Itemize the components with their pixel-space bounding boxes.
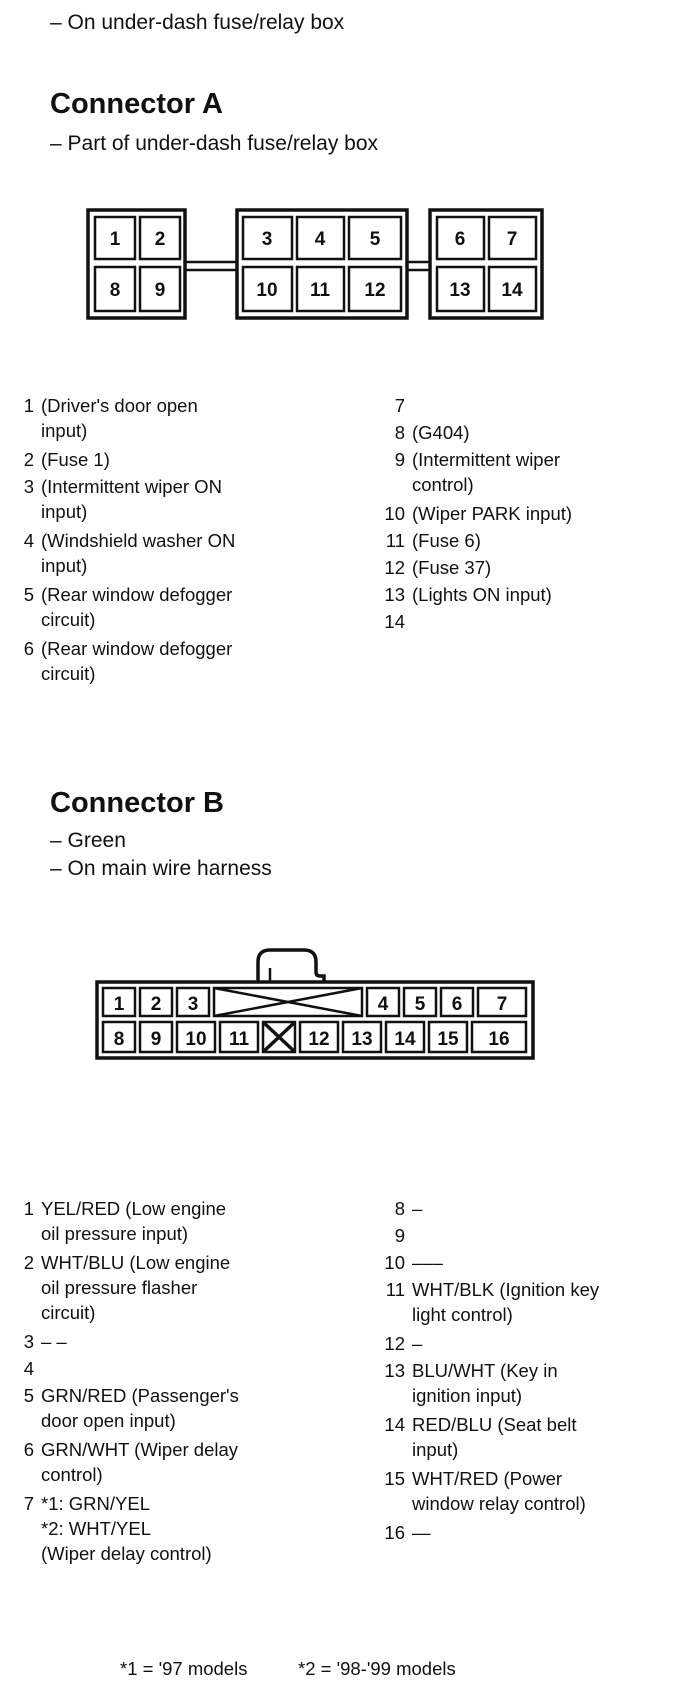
connector-b-cell-label: 5 [414,994,426,1015]
connector-b-cell-label: 1 [113,994,125,1015]
pin-description: – – [41,1331,67,1352]
pin-number: 1 [23,395,34,416]
pin-description: WHT/BLU (Low engine oil pressure flasher circuit) [41,1252,231,1323]
pin-number: 2 [23,1252,34,1273]
pin-description: WHT/BLK (Ignition key light control) [412,1279,600,1325]
pin-description: (Fuse 6) [412,530,481,551]
connector-a-cell-label: 14 [501,280,523,301]
list-item [381,582,552,607]
connector-a-cell-label: 12 [364,280,386,301]
list-item [10,474,222,524]
pin-description: (Driver's door open input) [41,395,198,441]
pin-number: 2 [23,449,34,470]
list-item [10,1250,230,1325]
list-item [381,1277,599,1327]
list-item [381,447,560,497]
pin-number: 13 [384,584,405,605]
list-item [381,528,481,553]
pin-description: YEL/RED (Low engine oil pressure input) [41,1198,227,1244]
pin-description: (Lights ON input) [412,584,552,605]
pin-number: 1 [23,1198,34,1219]
connector-a-cell-label: 5 [369,229,381,250]
list-item [10,1356,41,1381]
pin-number: 14 [384,611,405,632]
connector-b-cell-label: 15 [437,1029,459,1050]
connector-a-cell-label: 2 [154,229,166,250]
pin-description: ––– [412,1252,443,1273]
list-item [10,1491,212,1566]
connector-b-cell-label: 13 [351,1029,373,1050]
pin-number: 3 [23,1331,34,1352]
list-item [10,393,198,443]
pin-number: 14 [384,1414,405,1435]
connector-a-cell-label: 1 [109,229,121,250]
list-item [10,1383,239,1433]
pin-description: (Windshield washer ON input) [41,530,236,576]
list-item [10,447,110,472]
connector-b-note-color: – Green [50,829,126,852]
pin-description: (Intermittent wiper control) [412,449,561,495]
pin-description: GRN/WHT (Wiper delay control) [41,1439,239,1485]
list-item [10,1329,67,1354]
pin-description: (G404) [412,422,470,443]
pin-description: GRN/RED (Passenger's door open input) [41,1385,239,1431]
list-item [381,1250,443,1275]
pin-number: 9 [394,1225,405,1246]
connector-a-note: – Part of under-dash fuse/relay box [50,132,379,155]
pin-number: 5 [23,1385,34,1406]
list-item [381,1223,412,1248]
pin-description: (Rear window defogger circuit) [41,638,233,684]
connector-b-cell-label: 7 [496,994,508,1015]
pin-number: 8 [394,1198,405,1219]
connector-a-cell-label: 9 [154,280,166,301]
connector-a-cell-label: 6 [454,229,466,250]
pin-description: — [412,1522,431,1543]
list-item [381,609,412,634]
connector-b-cell-label: 14 [394,1029,416,1050]
pin-number: 12 [384,557,405,578]
list-item [10,1196,226,1246]
connector-b-cell-label: 10 [185,1029,207,1050]
pin-number: 5 [23,584,34,605]
connector-b-cell-label: 3 [187,994,199,1015]
pin-description: (Fuse 37) [412,557,492,578]
pin-number: 9 [394,449,405,470]
connector-b-diagram [0,940,688,1070]
pin-number: 10 [384,503,405,524]
connector-a-cell-label: 13 [449,280,471,301]
pin-number: 6 [23,1439,34,1460]
intro-location: – On under-dash fuse/relay box [50,11,345,34]
list-item [381,1466,586,1516]
list-item [381,420,470,445]
connector-a-cell-label: 7 [506,229,518,250]
list-item [381,1412,577,1462]
list-item [10,528,235,578]
footnote-1998-1999: *2 = '98-'99 models [298,1658,456,1679]
connector-a-cell-label: 4 [314,229,326,250]
connector-b-note-location: – On main wire harness [50,857,272,880]
connector-a-cell-label: 10 [256,280,278,301]
connector-a-cell-label: 8 [109,280,121,301]
pin-number: 6 [23,638,34,659]
list-item [381,1331,422,1356]
connector-b-cell-label: 4 [377,994,389,1015]
connector-b-title: Connector B [50,787,224,819]
list-item [10,582,232,632]
pin-number: 4 [23,530,34,551]
pin-description: (Fuse 1) [41,449,110,470]
pin-description: WHT/RED (Power window relay control) [412,1468,586,1514]
pin-number: 7 [394,395,405,416]
connector-a-diagram [0,190,688,330]
pin-number: 12 [384,1333,405,1354]
pin-number: 8 [394,422,405,443]
pin-description: – [412,1333,423,1354]
connector-a-cell-label: 3 [261,229,273,250]
list-item [10,636,232,686]
list-item [381,1358,558,1408]
pin-number: 13 [384,1360,405,1381]
pin-number: 10 [384,1252,405,1273]
list-item [381,1520,431,1545]
connector-b-cell-label: 11 [228,1029,250,1050]
connector-b-cell-label: 6 [451,994,463,1015]
list-item [381,501,572,526]
pin-description: – [412,1198,423,1219]
pin-number: 3 [23,476,34,497]
pin-number: 4 [23,1358,34,1379]
connector-b-cell-label: 12 [308,1029,330,1050]
pin-description: BLU/WHT (Key in ignition input) [412,1360,558,1406]
connector-a-cell-label: 11 [309,280,331,301]
pin-number: 11 [385,530,405,551]
connector-b-cell-label: 9 [150,1029,162,1050]
connector-b-cell-label: 16 [488,1029,510,1050]
pin-description: RED/BLU (Seat belt input) [412,1414,577,1460]
pin-number: 7 [23,1493,34,1514]
connector-b-cell-label: 8 [113,1029,125,1050]
pin-number: 15 [384,1468,405,1489]
pin-description: (Rear window defogger circuit) [41,584,233,630]
footnote-1997: *1 = '97 models [120,1658,248,1679]
pin-description: (Wiper PARK input) [412,503,573,524]
list-item [381,1196,422,1221]
pin-description: (Intermittent wiper ON input) [41,476,222,522]
connector-a-title: Connector A [50,88,223,120]
pin-number: 11 [385,1279,405,1300]
list-item [381,555,491,580]
pin-number: 16 [384,1522,405,1543]
list-item [381,393,412,418]
list-item [10,1437,238,1487]
connector-b-cell-label: 2 [150,994,162,1015]
pin-description: *1: GRN/YEL *2: WHT/YEL (Wiper delay control) [41,1493,212,1564]
